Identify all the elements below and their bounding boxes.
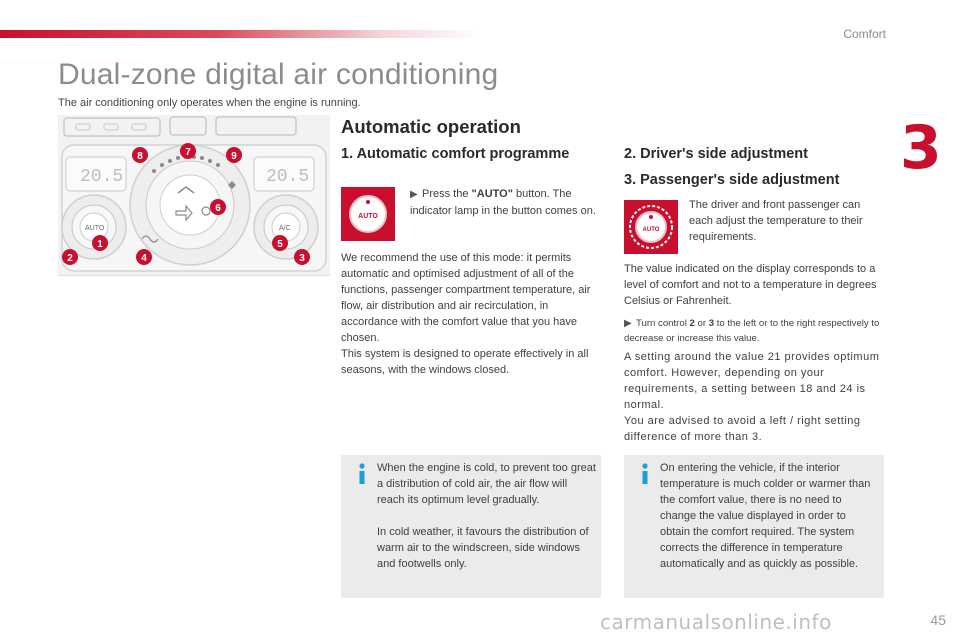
section-label: Comfort	[843, 27, 886, 41]
auto-button-image	[341, 187, 395, 241]
header-accent-bar	[0, 30, 480, 38]
right-knob-label: A/C	[279, 225, 291, 232]
svg-text:1: 1	[97, 239, 103, 250]
passenger-adjustment-heading: 3. Passenger's side adjustment	[624, 172, 840, 188]
control-panel-illustration	[58, 115, 330, 276]
page-subtitle: The air conditioning only operates when the engine is running.	[58, 97, 361, 109]
svg-text:8: 8	[137, 151, 143, 162]
temperature-knob-label: AUTO	[642, 227, 660, 233]
recommendation-paragraph: We recommend the use of this mode: it permits automatic and optimised adjustment of all of the functions, passenger compartment temperature, air flow, air distribution and air recirculation, in accordance with the comfort value that you have chosen.	[341, 252, 591, 344]
svg-text:9: 9	[231, 151, 237, 162]
info-box-cold-engine	[341, 455, 601, 598]
info-icon	[355, 463, 369, 485]
bullet-icon: ▶	[624, 318, 632, 329]
right-temp-display: 20.5	[266, 167, 310, 187]
svg-text:3: 3	[299, 253, 305, 264]
bullet-icon: ▶	[410, 189, 418, 200]
press-prefix: Press the	[422, 188, 472, 200]
chapter-number: 3	[900, 113, 942, 183]
turn-prefix: Turn control	[636, 318, 690, 329]
svg-text:5: 5	[277, 239, 283, 250]
press-suffix: button. The indicator lamp in the button comes on.	[410, 188, 596, 217]
adjustment-intro: The driver and front passenger can each adjust the temperature to their requirements.	[689, 199, 863, 243]
difference-paragraph: You are advised to avoid a left / right setting difference of more than 3.	[624, 415, 861, 443]
svg-text:4: 4	[141, 253, 147, 264]
info-box-interior-temperature	[624, 455, 884, 598]
watermark: carmanualsonline.info	[600, 610, 832, 634]
turn-or: or	[694, 318, 709, 329]
temperature-knob-image	[624, 200, 678, 254]
seasons-paragraph: This system is designed to operate effectively in all seasons, with the windows closed.	[341, 348, 589, 376]
page-number: 45	[930, 612, 946, 628]
page-title: Dual-zone digital air conditioning	[58, 58, 499, 91]
svg-text:2: 2	[67, 253, 73, 264]
turn-suffix: to the left or to the right respectively to decrease or increase this value.	[624, 318, 880, 344]
info-icon	[638, 463, 652, 485]
display-value-paragraph: The value indicated on the display corresponds to a level of comfort and not to a temperature in degrees Celsius or Fahrenheit.	[624, 263, 877, 307]
control-3-ref: 3	[708, 318, 715, 329]
info-cold-engine-text: When the engine is cold, to prevent too great a distribution of cold air, the air flow will reach its optimum level gradually.	[377, 462, 596, 506]
auto-button-label: AUTO	[358, 213, 378, 220]
automatic-programme-heading: 1. Automatic comfort programme	[341, 146, 570, 162]
svg-text:6: 6	[215, 203, 221, 214]
driver-adjustment-heading: 2. Driver's side adjustment	[624, 146, 808, 162]
setting-paragraph: A setting around the value 21 provides optimum comfort. However, depending on your requirements, a setting between 18 and 24 is normal.	[624, 351, 880, 411]
auto-button-drawing	[341, 187, 395, 241]
control-panel-drawing	[58, 115, 330, 275]
left-temp-display: 20.5	[80, 167, 124, 187]
info-cold-weather-text: In cold weather, it favours the distribution of warm air to the windscreen, side windows and footwells only.	[377, 526, 589, 570]
temperature-knob-drawing	[624, 200, 678, 254]
control-2-ref: 2	[689, 318, 695, 329]
left-knob-label: AUTO	[85, 225, 105, 232]
automatic-operation-heading: Automatic operation	[341, 116, 521, 137]
info-interior-temperature-text: On entering the vehicle, if the interior temperature is much colder or warmer than the comfort value, there is no need to change the value displayed in order to obtain the comfort required. The system corrects the difference in temperature automatically and as quickly as possible.	[660, 462, 871, 570]
press-button-name: "AUTO"	[471, 188, 513, 200]
svg-text:7: 7	[185, 147, 191, 158]
turn-control-instruction	[624, 316, 890, 346]
press-auto-instruction	[410, 186, 600, 219]
